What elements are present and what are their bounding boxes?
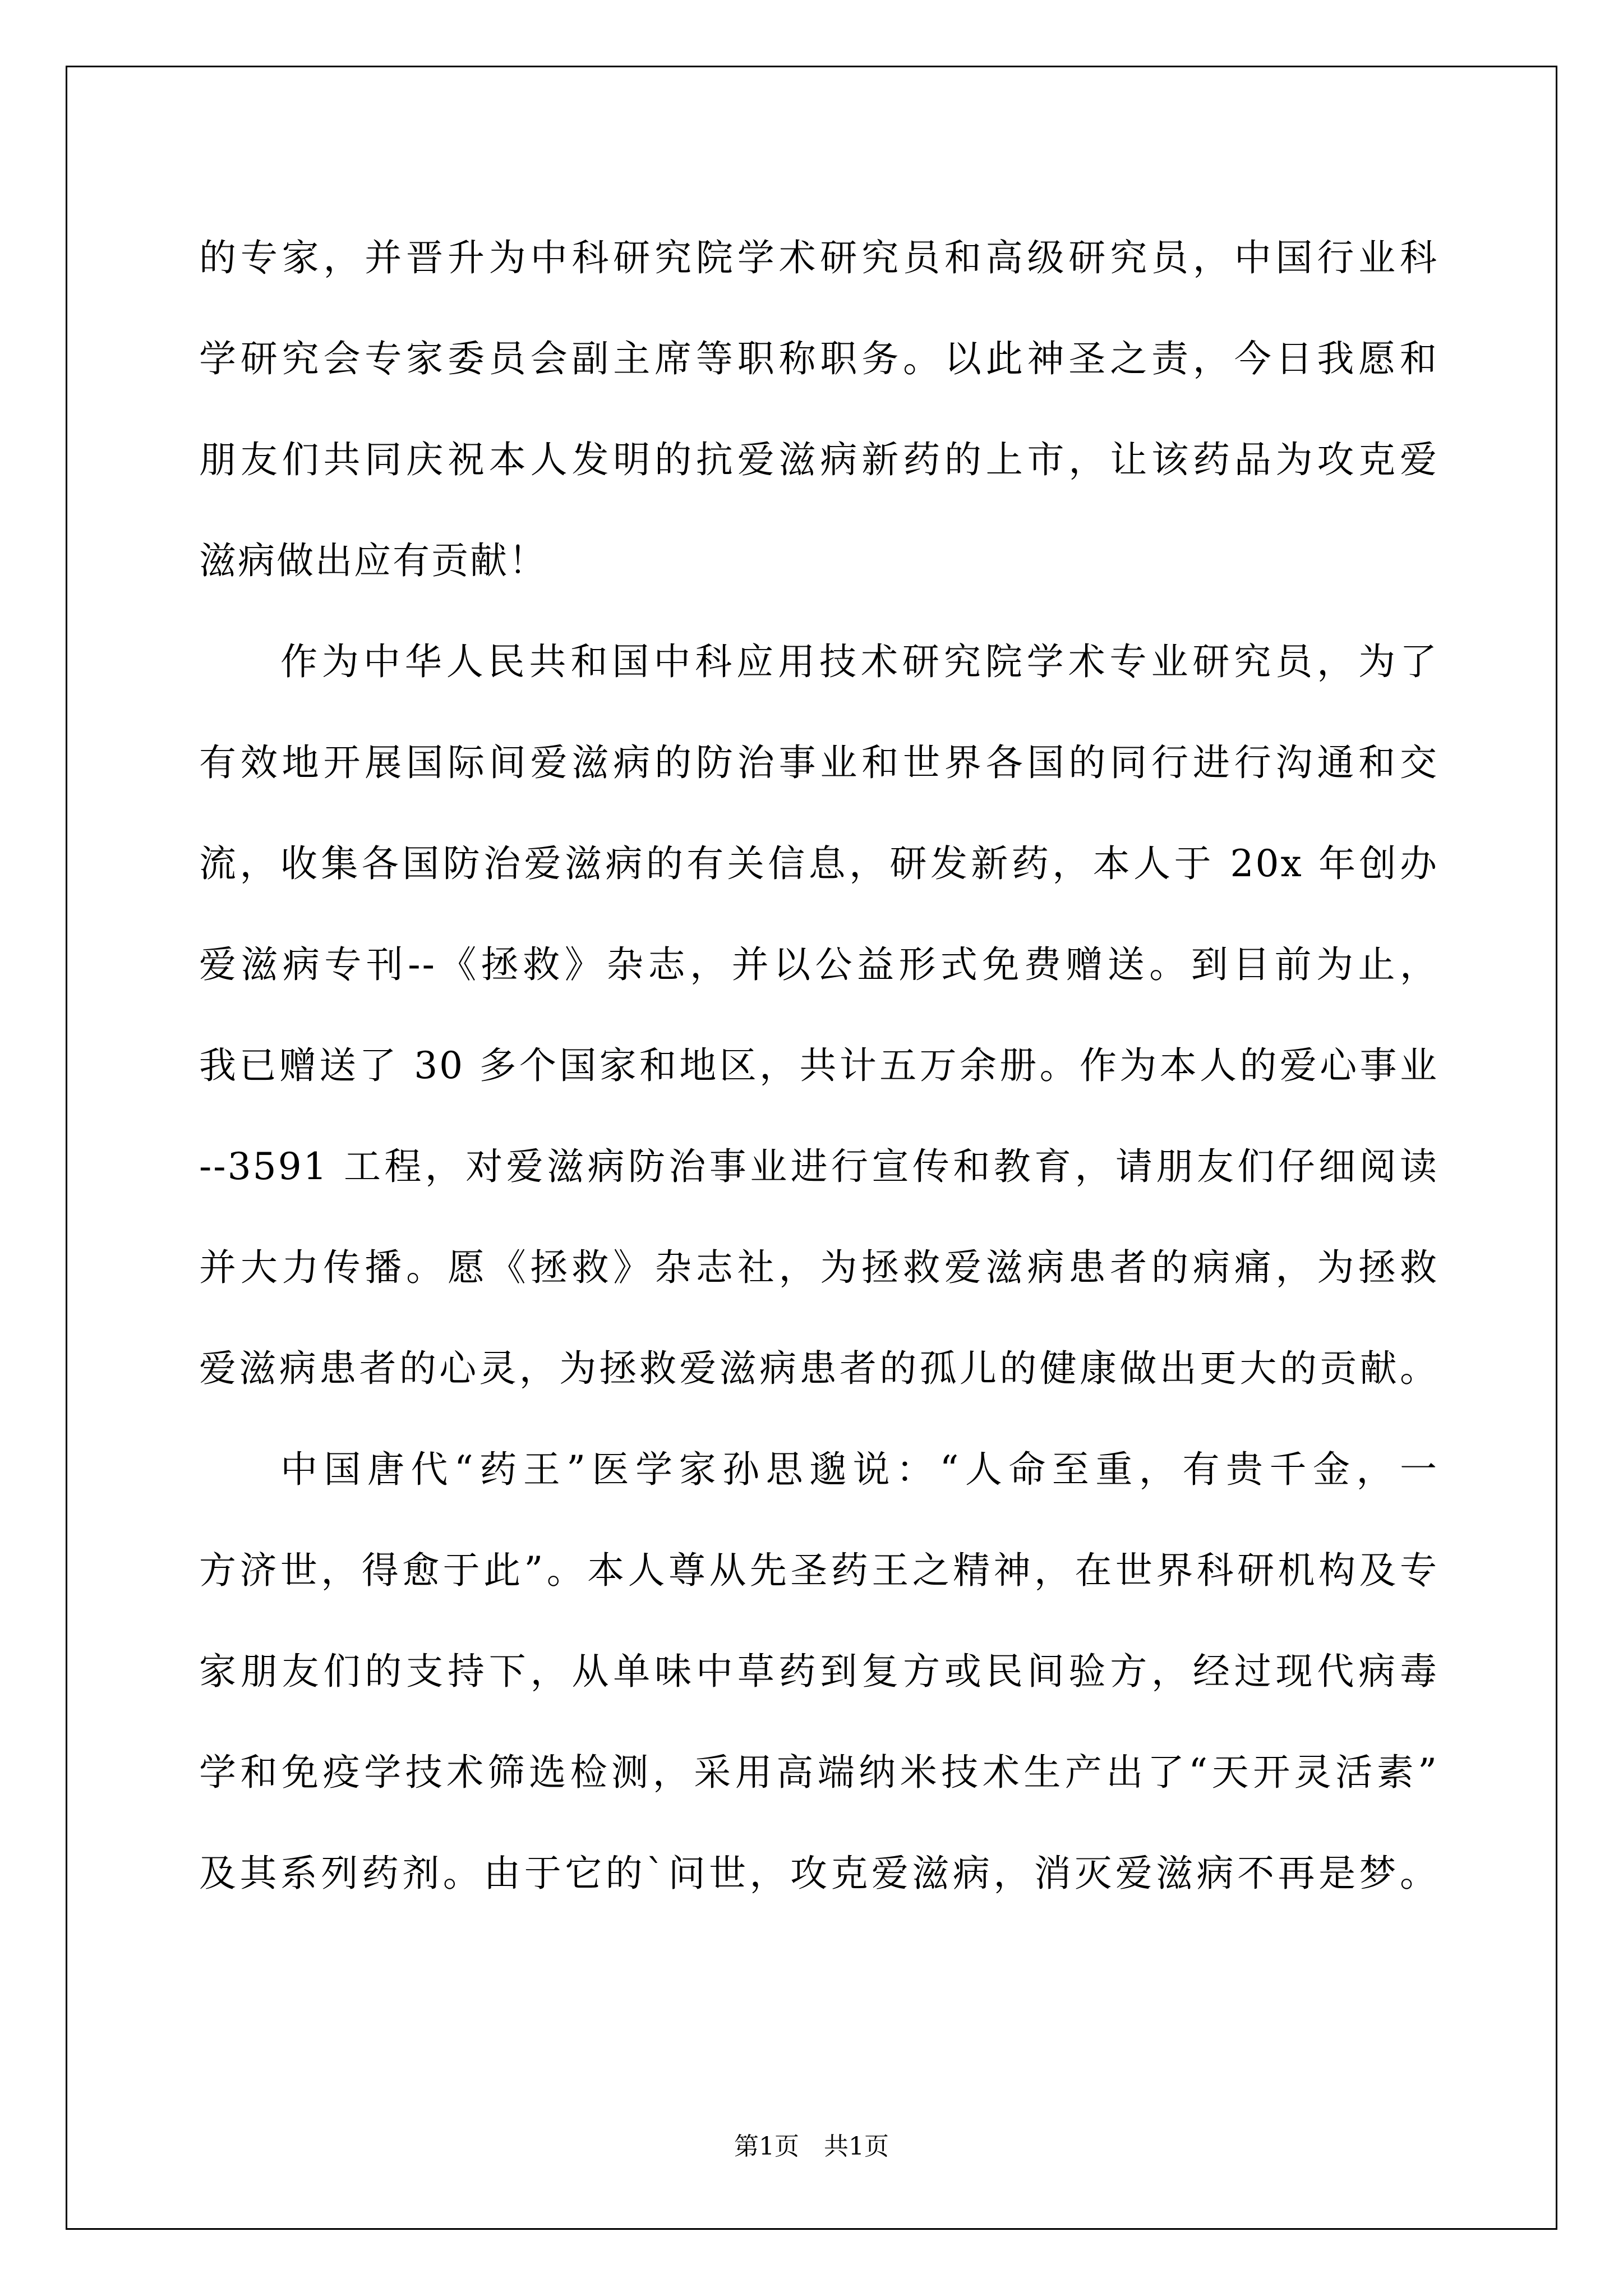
text-line: --3591 工程，对爱滋病防治事业进行宣传和教育，请朋友们仔细阅读 bbox=[199, 1145, 1438, 1188]
text-line: 流，收集各国防治爱滋病的有关信息，研发新药，本人于 20x 年创办 bbox=[199, 842, 1438, 885]
document-body bbox=[199, 208, 1438, 1924]
text-line: 学和免疫学技术筛选检测，采用高端纳米技术生产出了“天开灵活素” bbox=[199, 1751, 1438, 1794]
text-line: 学研究会专家委员会副主席等职称职务。以此神圣之责，今日我愿和 bbox=[199, 337, 1438, 380]
text-line: 家朋友们的支持下，从单味中草药到复方或民间验方，经过现代病毒 bbox=[199, 1650, 1438, 1693]
text-line: 我已赠送了 30 多个国家和地区，共计五万余册。作为本人的爱心事业 bbox=[199, 1044, 1438, 1087]
text-line: 滋病做出应有贡献！ bbox=[199, 539, 547, 582]
text-line: 方济世，得愈于此”。本人尊从先圣药王之精神，在世界科研机构及专 bbox=[199, 1549, 1438, 1592]
paragraph-first-line: 作为中华人民共和国中科应用技术研究院学术专业研究员，为了 bbox=[280, 640, 1438, 683]
text-line: 爱滋病患者的心灵，为拯救爱滋病患者的孤儿的健康做出更大的贡献。 bbox=[199, 1347, 1438, 1390]
text-line: 朋友们共同庆祝本人发明的抗爱滋病新药的上市，让该药品为攻克爱 bbox=[199, 438, 1438, 481]
text-line: 并大力传播。愿《拯救》杂志社，为拯救爱滋病患者的病痛，为拯救 bbox=[199, 1246, 1438, 1289]
text-line: 有效地开展国际间爱滋病的防治事业和世界各国的同行进行沟通和交 bbox=[199, 741, 1438, 784]
text-line: 及其系列药剂。由于它的`问世，攻克爱滋病，消灭爱滋病不再是梦。 bbox=[199, 1852, 1438, 1895]
page-number-footer: 第1页 共1页 bbox=[734, 2132, 889, 2161]
paragraph-first-line: 中国唐代“药王”医学家孙思邈说：“人命至重，有贵千金，一 bbox=[280, 1448, 1438, 1491]
text-line: 的专家，并晋升为中科研究院学术研究员和高级研究员，中国行业科 bbox=[199, 236, 1438, 279]
text-line: 爱滋病专刊--《拯救》杂志，并以公益形式免费赠送。到目前为止， bbox=[199, 943, 1438, 986]
